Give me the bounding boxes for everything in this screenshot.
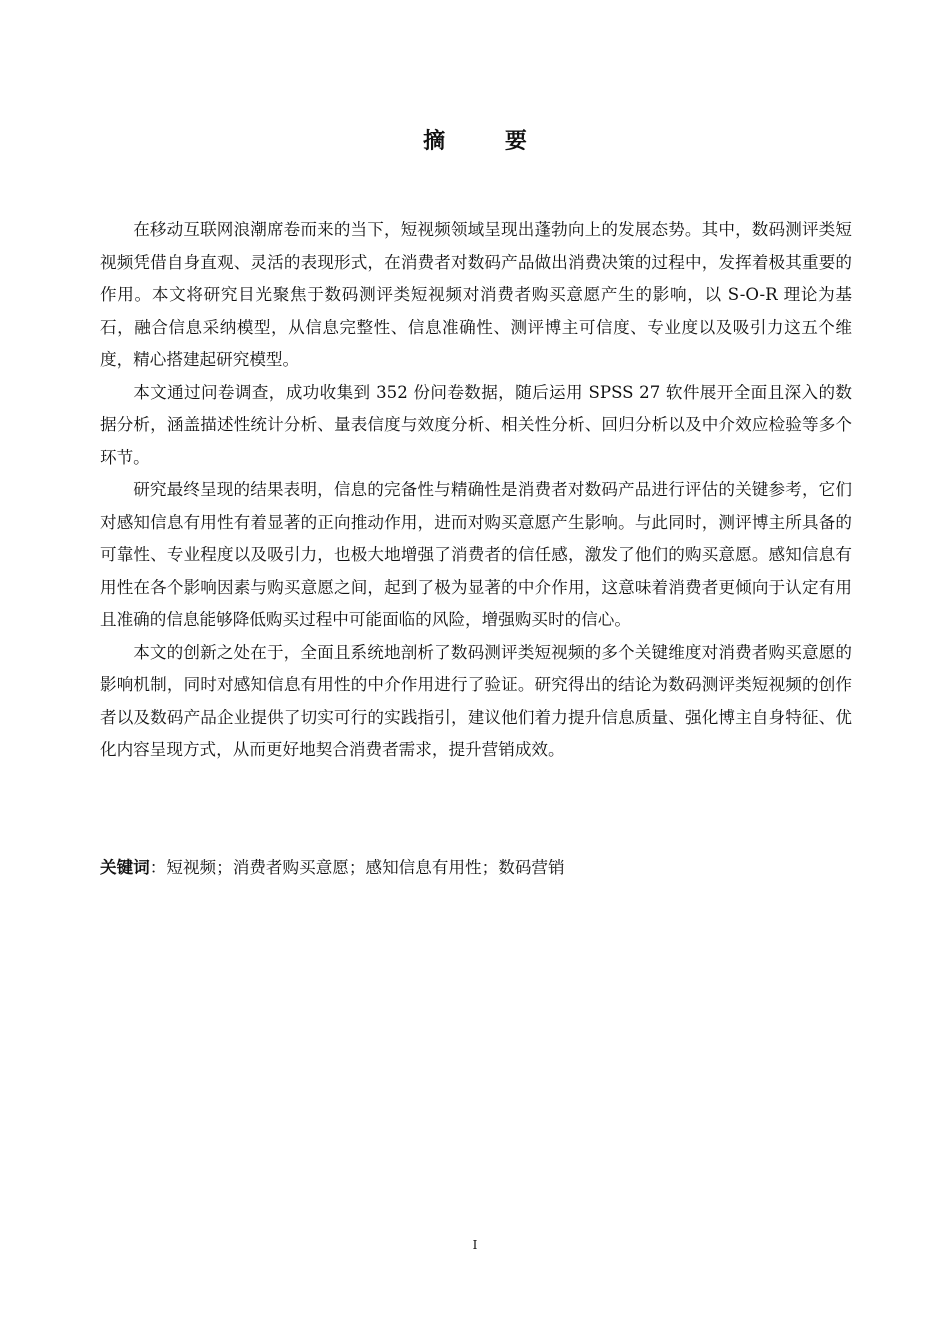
keywords-text: 短视频；消费者购买意愿；感知信息有用性；数码营销 xyxy=(166,858,565,877)
page-number: I xyxy=(472,1238,478,1252)
keywords-label: 关键词 xyxy=(100,858,150,877)
abstract-body xyxy=(100,214,852,767)
keywords-separator: ： xyxy=(149,858,167,877)
abstract-paragraph-1: 在移动互联网浪潮席卷而来的当下，短视频领域呈现出蓬勃向上的发展态势。其中，数码测评类短视频凭借自身直观、灵活的表现形式，在消费者对数码产品做出消费决策的过程中，发挥着极其重要的作用。本文将研究目光聚焦于数码测评类短视频对消费者购买意愿产生的影响，以 S-O-R 理论为基石，融合信息采纳模型，从信息完整性、信息准确性、测评博主可信度、专业度以及吸引力这五个维度，精心搭建起研究模型。 xyxy=(100,220,852,369)
abstract-paragraph-3: 研究最终呈现的结果表明，信息的完备性与精确性是消费者对数码产品进行评估的关键参考，它们对感知信息有用性有着显著的正向推动作用，进而对购买意愿产生影响。与此同时，测评博主所具备的可靠性、专业程度以及吸引力，也极大地增强了消费者的信任感，激发了他们的购买意愿。感知信息有用性在各个影响因素与购买意愿之间，起到了极为显著的中介作用，这意味着消费者更倾向于认定有用且准确的信息能够降低购买过程中可能面临的风险，增强购买时的信心。 xyxy=(100,480,852,629)
keywords-line xyxy=(100,852,852,884)
abstract-paragraph-4: 本文的创新之处在于，全面且系统地剖析了数码测评类短视频的多个关键维度对消费者购买意愿的影响机制，同时对感知信息有用性的中介作用进行了验证。研究得出的结论为数码测评类短视频的创作者以及数码产品企业提供了切实可行的实践指引，建议他们着力提升信息质量、强化博主自身特征、优化内容呈现方式，从而更好地契合消费者需求，提升营销成效。 xyxy=(100,642,852,759)
abstract-title: 摘 要 xyxy=(423,129,553,154)
abstract-paragraph-2: 本文通过问卷调查，成功收集到 352 份问卷数据，随后运用 SPSS 27 软件展开全面且深入的数据分析，涵盖描述性统计分析、量表信度与效度分析、相关性分析、回归分析以及中介效应检验等多个环节。 xyxy=(100,382,852,467)
